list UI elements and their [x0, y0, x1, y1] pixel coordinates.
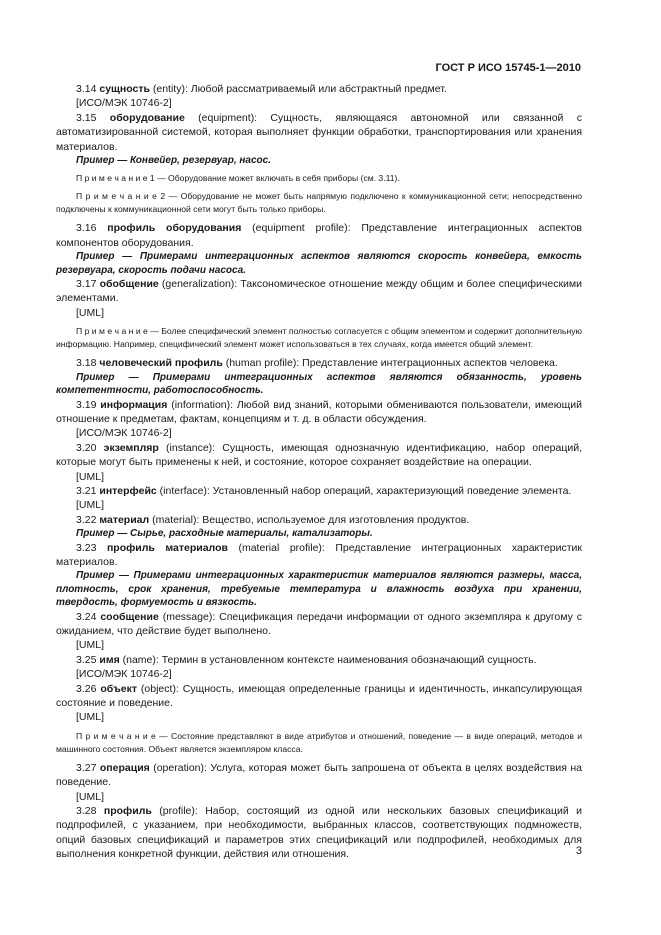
term-number: 3.27: [76, 761, 97, 774]
term-name: информация: [100, 398, 168, 411]
term-name: имя: [99, 653, 120, 666]
source-reference: [UML]: [76, 499, 105, 512]
term-definition-text: (equipment): Сущность, являющаяся автономной или связанной с автоматизированной системой, которая выполняет функции обработки, транспортирования или хранения материалов.: [56, 111, 582, 153]
term-definition: [56, 82, 582, 96]
term-number: 3.28: [76, 805, 97, 818]
example-text: Пример — Сырье, расходные материалы, катализаторы.: [76, 528, 373, 540]
source-reference: [UML]: [76, 711, 105, 724]
term-definition: [56, 398, 582, 427]
term-name: человеческий профиль: [99, 357, 223, 370]
source-reference: [UML]: [76, 639, 105, 652]
term-number: 3.18: [76, 357, 97, 370]
term-definition: [56, 513, 582, 527]
note-label: П р и м е ч а н и е: [76, 730, 156, 741]
note-label: П р и м е ч а н и е: [76, 173, 148, 184]
term-definition-text: (object): Сущность, имеющая определенные границы и идентичность, инкапсулирующая состояние и поведение.: [56, 682, 583, 710]
note-label: П р и м е ч а н и е: [76, 326, 148, 337]
document-body: [56, 82, 582, 862]
source-reference: [ИСО/МЭК 10746-2]: [76, 668, 172, 681]
term-definition: [56, 541, 582, 570]
source-reference: [UML]: [76, 790, 105, 803]
note-text: 1 — Оборудование может включать в себя приборы (см. 3.11).: [147, 173, 400, 184]
term-name: материал: [99, 513, 150, 526]
term-definition: [56, 610, 582, 639]
term-number: 3.20: [76, 441, 97, 454]
term-definition-text: (entity): Любой рассматриваемый или абстрактный предмет.: [149, 83, 447, 95]
term-name: экземпляр: [103, 441, 159, 454]
term-definition: [56, 441, 582, 470]
note: [56, 190, 582, 216]
term-definition: [56, 221, 582, 250]
term-definition-text: (material profile): Представление интеграционных характеристик материалов.: [56, 541, 582, 568]
term-definition: [56, 761, 582, 790]
example-text: Пример — Конвейер, резервуар, насос.: [76, 155, 272, 167]
term-definition: [56, 682, 582, 711]
term-definition-text: (message): Спецификация передачи информации от одного экземпляра к другому с ожиданием, что действие будет выполнено.: [56, 610, 582, 637]
term-definition: [56, 277, 582, 306]
term-name: профиль оборудования: [107, 222, 242, 235]
note-label: П р и м е ч а н и е: [76, 191, 157, 202]
term-number: 3.17: [76, 278, 97, 291]
term-definition-text: (human profile): Представление интеграционных аспектов человека.: [222, 357, 558, 370]
example-text: Пример — Примерами интеграционных аспектов являются обязанность, уровень компетентности, работоспособность.: [56, 371, 582, 397]
term-definition-text: (operation): Услуга, которая может быть запрошена от объекта в целях воздействия на поведение.: [56, 761, 582, 789]
term-definition-text: (profile): Набор, состоящий из одной или нескольких базовых спецификаций и подпрофилей, с указанием, при необходимости, выбранных классов, соответствующих подмножеств, опций базовых спецификаций и параметров этих спецификаций или подпрофилей, необходимых для выполнения конкретной функции, действия или отношения.: [56, 805, 582, 861]
term-definition: [56, 653, 582, 667]
term-definition-text: (material): Вещество, используемое для изготовления продуктов.: [149, 513, 470, 526]
term-name: объект: [100, 682, 138, 695]
term-definition-text: (equipment profile): Представление интеграционных аспектов компонентов оборудования.: [56, 222, 582, 249]
term-definition-text: (name): Термин в установленном контексте наименования обозначающий сущность.: [119, 653, 537, 666]
term-number: 3.24: [76, 610, 97, 623]
term-definition-text: (information): Любой вид знаний, которыми обмениваются пользователи, имеющий отношение к предметам, фактам, концепциям и т. д. в области обсуждения.: [56, 398, 582, 425]
source-reference: [ИСО/МЭК 10746-2]: [76, 97, 172, 110]
term-name: оборудование: [109, 111, 185, 124]
term-number: 3.23: [76, 541, 97, 554]
note: [56, 172, 582, 185]
term-definition: [56, 804, 582, 862]
term-definition: [56, 484, 582, 498]
example-text: Пример — Примерами интеграционных характеристик материалов являются размеры, масса, плотность, срок хранения, требуемые температура и влажность воздуха при хранении, твердость, формуемость и вязкость.: [56, 570, 582, 609]
term-name: профиль материалов: [106, 541, 228, 554]
note-text: — Состояние представляют в виде атрибутов и отношений, поведение — в виде операций, методов и машинного состояния. Объект является экземпляром класса.: [56, 730, 583, 754]
example-text: Пример — Примерами интеграционных аспектов являются скорость конвейера, емкость резервуара, скорость подачи насоса.: [56, 251, 582, 276]
note: [56, 325, 582, 351]
term-definition: [56, 111, 582, 154]
term-name: сообщение: [100, 610, 159, 623]
term-name: сущность: [99, 83, 150, 95]
term-number: 3.19: [76, 398, 97, 411]
source-reference: [ИСО/МЭК 10746-2]: [76, 427, 172, 440]
note-text: 2 — Оборудование не может быть напрямую подключено к коммуникационной сети; непосредственно подключены к коммуникационной сети могут быть только приборы.: [56, 191, 582, 215]
term-definition-text: (instance): Сущность, имеющая однозначную идентификацию, набор операций, которые могут быть применены к ней, и состояние, которое сохраняет воздействие на операции.: [56, 441, 582, 469]
source-reference: [UML]: [76, 306, 105, 319]
source-reference: [UML]: [76, 470, 105, 483]
term-name: профиль: [103, 805, 152, 818]
note: [56, 730, 582, 756]
term-definition-text: (generalization): Таксономическое отношение между общим и более специфическими элементами.: [56, 278, 582, 305]
term-number: 3.21: [76, 484, 97, 497]
term-number: 3.15: [76, 111, 97, 124]
document-id-header: ГОСТ Р ИСО 15745-1—2010: [435, 62, 581, 74]
term-number: 3.26: [76, 682, 97, 695]
term-definition-text: (interface): Установленный набор операций, характеризующий поведение элемента.: [156, 484, 572, 497]
term-name: операция: [99, 761, 150, 774]
term-name: обобщение: [99, 278, 159, 291]
term-number: 3.22: [76, 513, 97, 526]
term-number: 3.14: [76, 83, 97, 95]
term-name: интерфейс: [99, 484, 157, 497]
term-definition: [56, 356, 582, 370]
page-number: 3: [575, 845, 582, 857]
term-number: 3.16: [76, 222, 97, 235]
term-number: 3.25: [76, 653, 97, 666]
note-text: — Более специфический элемент полностью согласуется с общим элементом и содержит дополнительную информацию. Например, специфический элемент может использоваться в тех случаях, когда имеется общий элемент.: [56, 326, 582, 350]
